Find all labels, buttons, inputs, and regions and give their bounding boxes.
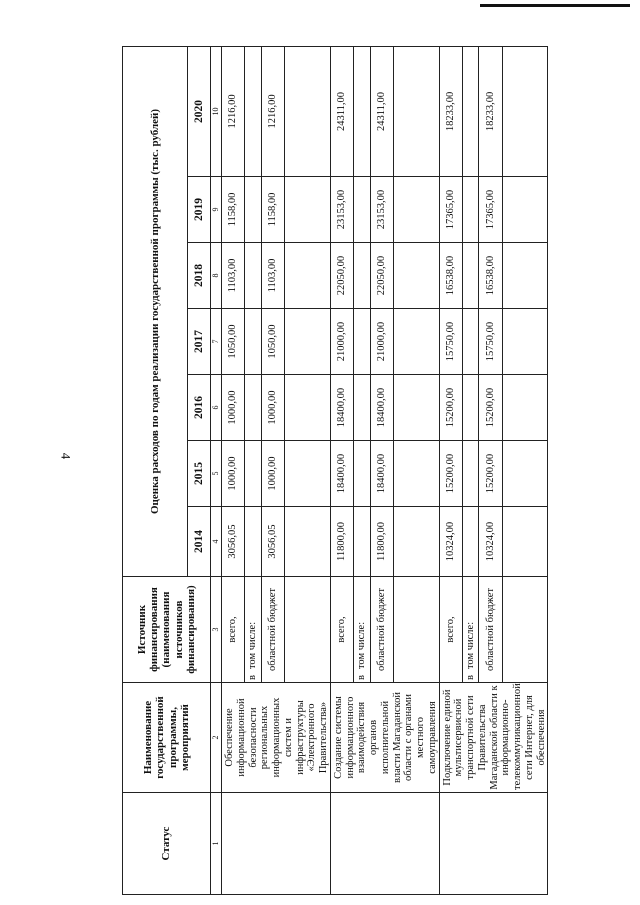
empty-cell: [502, 46, 548, 176]
empty-cell: [502, 243, 548, 309]
total-value: 18233,00: [439, 46, 462, 176]
empty-cell: [502, 309, 548, 375]
source-regional-label: областной бюджет: [370, 577, 393, 683]
measure-name: Обеспечение информационной безопасности региональных информационных систем и инфраструктуры «Электронного Правительства»: [222, 683, 331, 793]
regional-value: 15200,00: [479, 375, 502, 441]
total-value: 1000,00: [222, 441, 245, 507]
empty-cell: [354, 507, 371, 577]
source-total-label: всего,: [330, 577, 353, 683]
empty-cell: [245, 243, 262, 309]
column-number: 7: [211, 309, 222, 375]
total-value: 1103,00: [222, 243, 245, 309]
empty-cell: [502, 577, 548, 683]
column-number: 2: [211, 683, 222, 793]
header-year: 2020: [188, 46, 211, 176]
column-number: 3: [211, 577, 222, 683]
column-number: 8: [211, 243, 222, 309]
regional-value: 1158,00: [261, 177, 284, 243]
empty-cell: [354, 243, 371, 309]
empty-cell: [285, 46, 331, 176]
empty-cell: [393, 375, 439, 441]
total-value: 18400,00: [330, 441, 353, 507]
empty-cell: [462, 243, 479, 309]
source-including-label: [354, 577, 371, 683]
header-year: 2018: [188, 243, 211, 309]
regional-value: 24311,00: [370, 46, 393, 176]
including-prefix: в: [247, 675, 259, 680]
empty-cell: [502, 507, 548, 577]
column-number: 5: [211, 441, 222, 507]
regional-value: 1000,00: [261, 375, 284, 441]
regional-value: 18233,00: [479, 46, 502, 176]
header-year: 2019: [188, 177, 211, 243]
empty-cell: [245, 507, 262, 577]
header-estimate: Оценка расходов по годам реализации государственной программы (тыс. рублей): [123, 46, 188, 576]
source-regional-label: областной бюджет: [261, 577, 284, 683]
empty-cell: [393, 577, 439, 683]
total-value: 11800,00: [330, 507, 353, 577]
top-rule: [480, 4, 630, 7]
including-prefix: в: [464, 675, 476, 680]
empty-cell: [245, 46, 262, 176]
total-value: 1000,00: [222, 375, 245, 441]
empty-cell: [354, 375, 371, 441]
empty-cell: [462, 507, 479, 577]
empty-cell: [245, 177, 262, 243]
empty-cell: [285, 577, 331, 683]
table-body: [222, 46, 548, 894]
regional-value: 18400,00: [370, 441, 393, 507]
regional-value: 1000,00: [261, 441, 284, 507]
empty-cell: [354, 309, 371, 375]
empty-cell: [245, 375, 262, 441]
empty-cell: [502, 177, 548, 243]
regional-value: 1216,00: [261, 46, 284, 176]
empty-cell: [462, 177, 479, 243]
empty-cell: [285, 243, 331, 309]
source-including-label: [245, 577, 262, 683]
including-text: том числе:: [355, 621, 367, 670]
empty-cell: [354, 46, 371, 176]
source-total-label: всего,: [222, 577, 245, 683]
empty-cell: [285, 177, 331, 243]
total-value: 16538,00: [439, 243, 462, 309]
empty-cell: [245, 441, 262, 507]
regional-value: 18400,00: [370, 375, 393, 441]
empty-cell: [285, 375, 331, 441]
measure-name: Создание системы информационного взаимодействия органов исполнительной власти Магаданской области с органами местного самоуправления: [330, 683, 439, 793]
total-value: 18400,00: [330, 375, 353, 441]
total-value: 1158,00: [222, 177, 245, 243]
empty-cell: [393, 243, 439, 309]
including-prefix: в: [355, 675, 367, 680]
total-value: 15200,00: [439, 441, 462, 507]
header-name: Наименование государственной программы, мероприятий: [123, 683, 211, 793]
total-value: 22050,00: [330, 243, 353, 309]
empty-cell: [462, 375, 479, 441]
total-value: 21000,00: [330, 309, 353, 375]
header-year: 2017: [188, 309, 211, 375]
regional-value: 23153,00: [370, 177, 393, 243]
status-cell: [330, 793, 439, 895]
regional-value: 17365,00: [479, 177, 502, 243]
empty-cell: [354, 177, 371, 243]
empty-cell: [393, 441, 439, 507]
total-value: 1216,00: [222, 46, 245, 176]
total-value: 15750,00: [439, 309, 462, 375]
column-number: 9: [211, 177, 222, 243]
column-number: 4: [211, 507, 222, 577]
including-text: том числе:: [247, 621, 259, 670]
empty-cell: [393, 177, 439, 243]
empty-cell: [285, 507, 331, 577]
empty-cell: [393, 46, 439, 176]
header-year: 2016: [188, 375, 211, 441]
header-year: 2015: [188, 441, 211, 507]
empty-cell: [462, 309, 479, 375]
total-value: 15200,00: [439, 375, 462, 441]
empty-cell: [502, 441, 548, 507]
column-number: 10: [211, 46, 222, 176]
total-value: 10324,00: [439, 507, 462, 577]
empty-cell: [285, 309, 331, 375]
rotated-table-container: [122, 47, 547, 895]
source-regional-label: областной бюджет: [479, 577, 502, 683]
empty-cell: [462, 46, 479, 176]
regional-value: 22050,00: [370, 243, 393, 309]
status-cell: [439, 793, 548, 895]
empty-cell: [285, 441, 331, 507]
page-number: 4: [58, 452, 74, 460]
total-value: 3056,05: [222, 507, 245, 577]
regional-value: 21000,00: [370, 309, 393, 375]
regional-value: 10324,00: [479, 507, 502, 577]
column-number: 6: [211, 375, 222, 441]
source-including-label: [462, 577, 479, 683]
column-number: 1: [211, 793, 222, 895]
measure-name: Подключение единой мультисервисной транспортной сети Правительства Магаданской области к информационно-телекоммуникационной сети Интернет, для обеспечения: [439, 683, 548, 793]
including-text: том числе:: [464, 621, 476, 670]
budget-table: [122, 46, 548, 895]
regional-value: 15750,00: [479, 309, 502, 375]
total-value: 24311,00: [330, 46, 353, 176]
header-source: Источник финансирования (наименования источников финансирования): [123, 577, 211, 683]
header-status: Статус: [123, 793, 211, 895]
empty-cell: [462, 441, 479, 507]
regional-value: 3056,05: [261, 507, 284, 577]
empty-cell: [393, 309, 439, 375]
source-total-label: всего,: [439, 577, 462, 683]
total-value: 17365,00: [439, 177, 462, 243]
empty-cell: [354, 441, 371, 507]
empty-cell: [502, 375, 548, 441]
header-year: 2014: [188, 507, 211, 577]
empty-cell: [245, 309, 262, 375]
regional-value: 11800,00: [370, 507, 393, 577]
empty-cell: [393, 507, 439, 577]
regional-value: 16538,00: [479, 243, 502, 309]
total-value: 1050,00: [222, 309, 245, 375]
regional-value: 15200,00: [479, 441, 502, 507]
regional-value: 1103,00: [261, 243, 284, 309]
status-cell: [222, 793, 331, 895]
regional-value: 1050,00: [261, 309, 284, 375]
total-value: 23153,00: [330, 177, 353, 243]
